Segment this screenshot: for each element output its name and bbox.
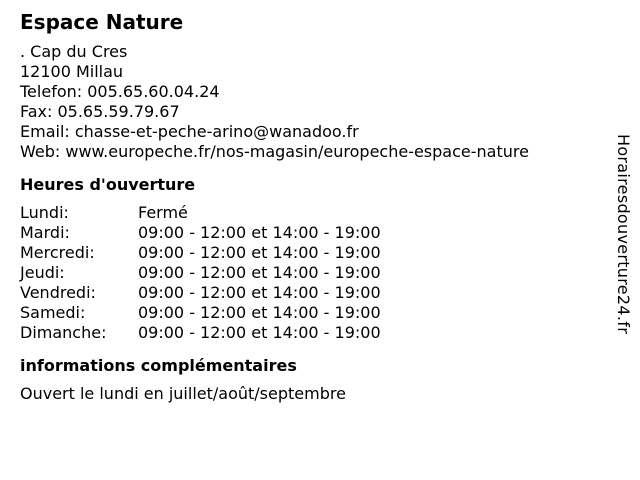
day-hours: 09:00 - 12:00 et 14:00 - 19:00 [138,243,381,262]
address-line-2: 12100 Millau [20,62,124,81]
day-label: Mercredi: [20,243,95,262]
day-hours: 09:00 - 12:00 et 14:00 - 19:00 [138,303,381,322]
day-label: Jeudi: [20,263,65,282]
store-card [20,8,600,404]
watermark-text: Horairesdouverture24.fr [614,134,633,335]
hours-row [20,303,381,323]
day-label: Samedi: [20,303,86,322]
hours-table [20,203,381,343]
info-heading: informations complémentaires [20,356,297,375]
day-label: Lundi: [20,203,69,222]
day-hours: 09:00 - 12:00 et 14:00 - 19:00 [138,223,381,242]
hours-row [20,243,381,263]
web-line: Web: www.europeche.fr/nos-magasin/europeche-espace-nature [20,142,529,161]
phone-line: Telefon: 005.65.60.04.24 [20,82,220,101]
day-label: Mardi: [20,223,70,242]
day-hours: 09:00 - 12:00 et 14:00 - 19:00 [138,323,381,342]
hours-row [20,223,381,243]
store-name: Espace Nature [20,10,184,34]
fax-line: Fax: 05.65.59.79.67 [20,102,180,121]
hours-heading: Heures d'ouverture [20,175,196,194]
hours-row [20,263,381,283]
day-label: Dimanche: [20,323,107,342]
hours-row [20,203,381,223]
hours-row [20,283,381,303]
info-text: Ouvert le lundi en juillet/août/septembre [20,384,346,403]
hours-row [20,323,381,343]
day-hours: Fermé [138,203,188,222]
address-line-1: . Cap du Cres [20,42,128,61]
day-label: Vendredi: [20,283,96,302]
day-hours: 09:00 - 12:00 et 14:00 - 19:00 [138,283,381,302]
day-hours: 09:00 - 12:00 et 14:00 - 19:00 [138,263,381,282]
email-line: Email: chasse-et-peche-arino@wanadoo.fr [20,122,359,141]
